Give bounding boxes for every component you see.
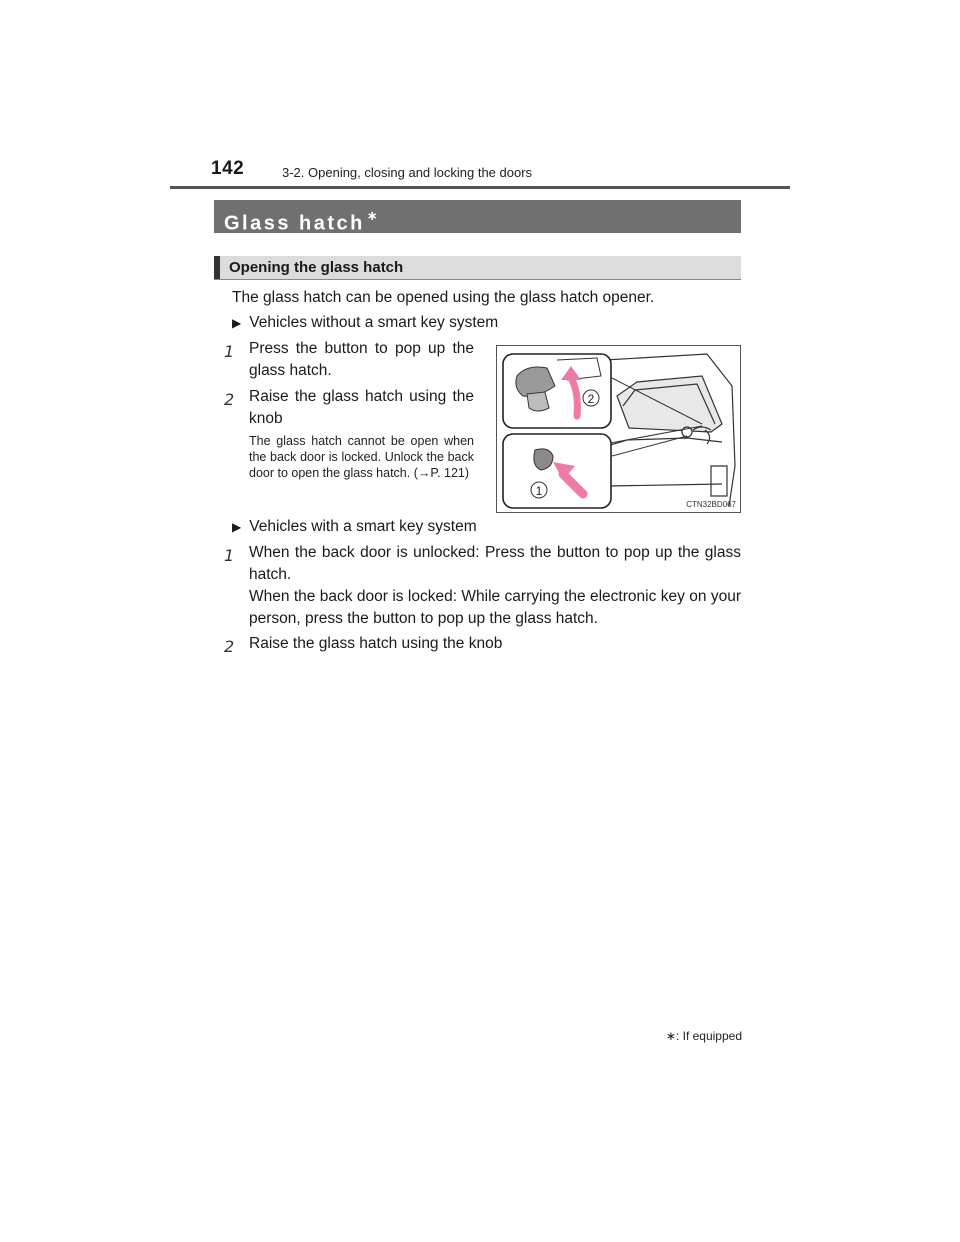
step-text-line: When the back door is unlocked: Press the button to pop up the glass hatch. — [249, 544, 741, 583]
page-number: 142 — [211, 158, 245, 179]
note-text: The glass hatch cannot be open when the back door is locked. Unlock the back door to open the glass hatch. (→P. 121) — [249, 434, 474, 480]
callout-1: 1 — [535, 484, 543, 498]
page-title-text: Glass hatch — [224, 212, 365, 235]
step-text: Raise the glass hatch using the knob — [249, 635, 503, 652]
step-text: Press the button to pop up the glass hatch. — [249, 340, 474, 379]
figure-code: CTN32BD067 — [686, 500, 736, 509]
glass-hatch-illustration — [497, 346, 741, 513]
bullet-label: Vehicles without a smart key system — [249, 314, 499, 331]
step-text: Raise the glass hatch using the knob — [249, 388, 474, 427]
page-title — [214, 200, 741, 233]
bullet-arrow-icon: ▶ — [232, 316, 242, 330]
subheading-accent — [214, 256, 220, 279]
step-number: 2 — [224, 637, 235, 656]
bullet-no-smart-key — [232, 312, 498, 334]
header-divider — [170, 186, 790, 189]
bullet-label: Vehicles with a smart key system — [249, 518, 477, 535]
subheading: Opening the glass hatch — [229, 259, 404, 276]
bullet-smart-key — [232, 516, 477, 538]
optional-equipment-mark: ∗ — [366, 208, 378, 223]
bullet-arrow-icon: ▶ — [232, 520, 242, 534]
footnote: ∗: If equipped — [665, 1029, 742, 1043]
step-text — [249, 542, 741, 630]
step-number: 1 — [224, 546, 235, 565]
callout-2: 2 — [587, 392, 595, 406]
glass-hatch-figure — [496, 345, 741, 513]
step-number: 2 — [224, 390, 235, 409]
section-breadcrumb: 3-2. Opening, closing and locking the doors — [282, 165, 533, 180]
step-text-line: When the back door is locked: While carrying the electronic key on your person, press the button to pop up the glass hatch. — [249, 588, 741, 627]
subheading-bar — [214, 256, 741, 280]
intro-paragraph: The glass hatch can be opened using the glass hatch opener. — [232, 289, 655, 306]
step-number: 1 — [224, 342, 235, 361]
